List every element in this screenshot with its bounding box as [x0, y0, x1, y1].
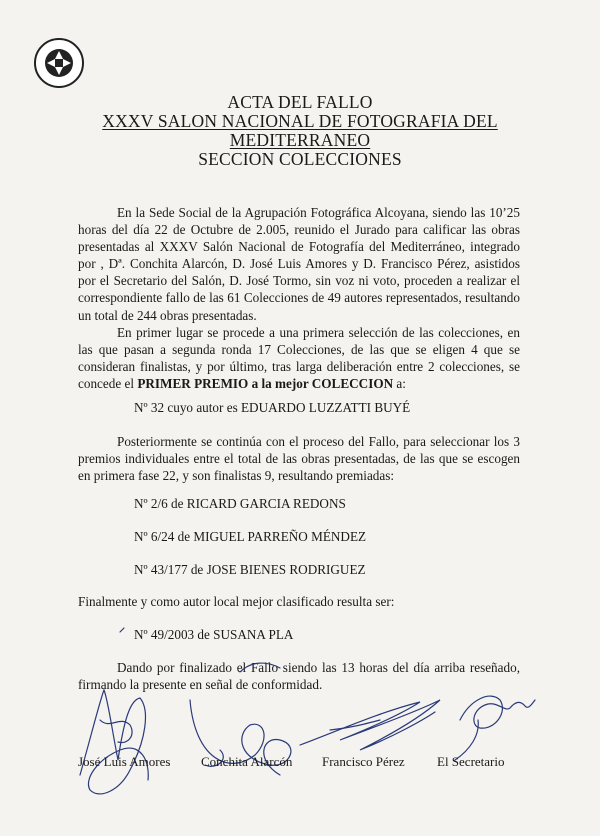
signature-secretario [460, 696, 535, 728]
signature-label-perez: Francisco Pérez [322, 754, 405, 769]
paragraph-closing: Dando por finalizado el Fallo siendo las 13 horas del día arriba reseñado, firmando la presente en señal de conformidad. [78, 660, 520, 693]
signature-label-alarcon: Conchita Alarcón [201, 754, 293, 769]
paragraph-intro: En la Sede Social de la Agrupación Fotográfica Alcoyana, siendo las 10’25 horas del día 22 de Octubre de 2.005, reunido el Jurado para calificar las obras presentadas al XXXV Salón Nacional de Fotografía del Mediterráneo, integrado por , Dª. Conchita Alarcón, D. José Luis Amores y D. Francisco Pérez, asistidos por el Secretario del Salón, D. José Tormo, sin voz ni voto, proceden a realizar el correspondiente fallo de las 61 Colecciones de 49 autores representados, resultando un total de 244 obras presentadas. [78, 205, 520, 323]
signature-amores [80, 690, 148, 794]
award-3: Nº 43/177 de JOSE BIENES RODRIGUEZ [134, 562, 366, 577]
signature-perez [300, 700, 440, 750]
p2-text: En primer lugar se procede a una primera selección de las colecciones, en las que pasan a segunda ronda 17 Colecciones, de las que se eligen 4 que se consideran finalistas, y por último, tras larga deliberación entre 2 colecciones, se concede el [78, 325, 520, 392]
award-1: Nº 2/6 de RICARD GARCIA REDONS [134, 496, 346, 511]
paragraph-individual: Posteriormente se continúa con el proceso del Fallo, para seleccionar los 3 premios individuales entre el total de las obras presentadas, de las que se escogen en primera fase 22, y son finalistas 9, resultando premiadas: [78, 434, 520, 484]
signature-label-amores: José Luis Amores [78, 754, 171, 769]
title-mediterraneo: MEDITERRANEO [229, 130, 371, 150]
title-acta: ACTA DEL FALLO [227, 92, 373, 112]
local-author-text: Finalmente y como autor local mejor clasificado resulta ser: [78, 594, 395, 609]
p2-tail: a: [393, 376, 406, 392]
first-prize-label: PRIMER PREMIO a la mejor COLECCION [137, 376, 394, 392]
signature-label-secretario: El Secretario [437, 754, 505, 769]
title-section: SECCION COLECCIONES [198, 149, 402, 169]
award-local: Nº 49/2003 de SUSANA PLA [134, 627, 294, 642]
title-salon: XXXV SALON NACIONAL DE FOTOGRAFIA DEL [102, 111, 498, 131]
award-2: Nº 6/24 de MIGUEL PARREÑO MÉNDEZ [134, 529, 367, 544]
award-collection: Nº 32 cuyo autor es EDUARDO LUZZATTI BUYÉ [134, 400, 411, 415]
